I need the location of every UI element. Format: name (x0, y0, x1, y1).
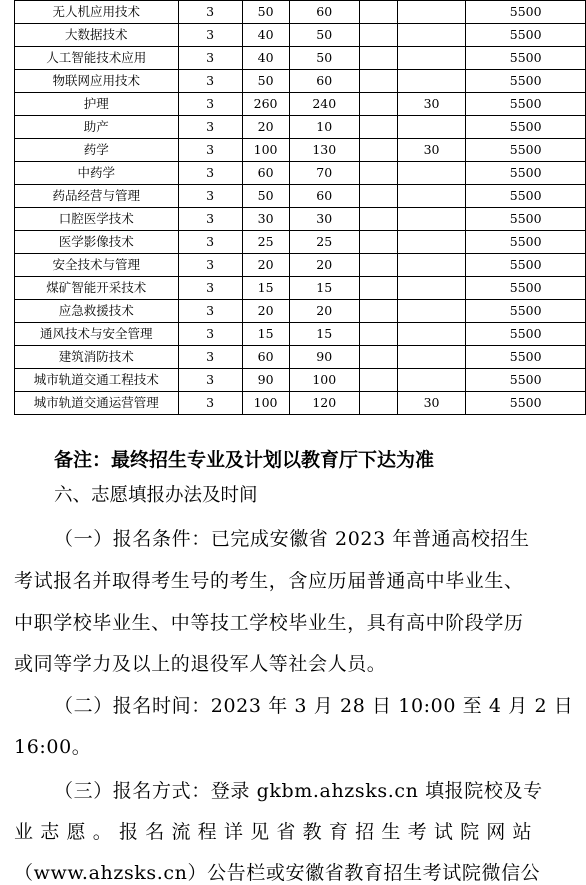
cell-c (359, 254, 397, 277)
cell-c (359, 208, 397, 231)
table-row (15, 254, 586, 277)
cell-a: 40 (242, 24, 289, 47)
cell-fee: 5500 (466, 300, 586, 323)
cell-d (397, 185, 466, 208)
cell-name: 中药学 (15, 162, 179, 185)
cell-a: 90 (242, 369, 289, 392)
cell-name: 城市轨道交通运营管理 (15, 392, 179, 415)
cell-a: 15 (242, 323, 289, 346)
cell-b: 50 (289, 47, 359, 70)
cell-b: 240 (289, 93, 359, 116)
paragraph-line: （三）报名方式：登录 gkbm.ahzsks.cn 填报院校及专 (54, 780, 543, 802)
cell-c (359, 70, 397, 93)
table-row (15, 139, 586, 162)
cell-a: 50 (242, 1, 289, 24)
table-row (15, 392, 586, 415)
table-note: 备注：最终招生专业及计划以教育厅下达为准 (54, 449, 435, 471)
cell-c (359, 47, 397, 70)
cell-name: 大数据技术 (15, 24, 179, 47)
cell-c (359, 300, 397, 323)
cell-name: 通风技术与安全管理 (15, 323, 179, 346)
cell-b: 60 (289, 185, 359, 208)
table-row (15, 300, 586, 323)
cell-name: 药品经营与管理 (15, 185, 179, 208)
cell-d (397, 47, 466, 70)
table-row (15, 323, 586, 346)
cell-fee: 5500 (466, 208, 586, 231)
cell-d (397, 254, 466, 277)
cell-years: 3 (178, 277, 242, 300)
cell-c (359, 139, 397, 162)
cell-c (359, 93, 397, 116)
cell-d (397, 116, 466, 139)
cell-name: 物联网应用技术 (15, 70, 179, 93)
table-row (15, 185, 586, 208)
cell-a: 20 (242, 300, 289, 323)
cell-name: 煤矿智能开采技术 (15, 277, 179, 300)
cell-b: 60 (289, 1, 359, 24)
cell-years: 3 (178, 162, 242, 185)
paragraph-line: 中职学校毕业生、中等技工学校毕业生，具有高中阶段学历 (14, 612, 524, 634)
cell-c (359, 116, 397, 139)
table-row (15, 24, 586, 47)
cell-name: 安全技术与管理 (15, 254, 179, 277)
cell-c (359, 277, 397, 300)
cell-d (397, 162, 466, 185)
cell-fee: 5500 (466, 392, 586, 415)
cell-fee: 5500 (466, 116, 586, 139)
cell-d (397, 208, 466, 231)
cell-a: 60 (242, 162, 289, 185)
cell-c (359, 369, 397, 392)
cell-name: 建筑消防技术 (15, 346, 179, 369)
cell-d (397, 70, 466, 93)
cell-fee: 5500 (466, 139, 586, 162)
cell-c (359, 346, 397, 369)
cell-a: 30 (242, 208, 289, 231)
cell-name: 应急救援技术 (15, 300, 179, 323)
cell-fee: 5500 (466, 1, 586, 24)
paragraph-line: （www.ahzsks.cn）公告栏或安徽省教育招生考试院微信公 (14, 862, 541, 884)
cell-name: 口腔医学技术 (15, 208, 179, 231)
table-row (15, 93, 586, 116)
cell-a: 100 (242, 392, 289, 415)
cell-a: 25 (242, 231, 289, 254)
enrollment-plan-table (14, 0, 586, 415)
cell-years: 3 (178, 47, 242, 70)
cell-fee: 5500 (466, 70, 586, 93)
cell-c (359, 231, 397, 254)
table-row (15, 369, 586, 392)
cell-c (359, 185, 397, 208)
cell-a: 20 (242, 116, 289, 139)
cell-c (359, 1, 397, 24)
cell-years: 3 (178, 116, 242, 139)
cell-d (397, 323, 466, 346)
cell-a: 50 (242, 185, 289, 208)
cell-years: 3 (178, 231, 242, 254)
cell-b: 120 (289, 392, 359, 415)
cell-years: 3 (178, 70, 242, 93)
table-row (15, 1, 586, 24)
cell-d: 30 (397, 139, 466, 162)
cell-c (359, 162, 397, 185)
paragraph-line: 或同等学力及以上的退役军人等社会人员。 (14, 653, 387, 675)
cell-name: 人工智能技术应用 (15, 47, 179, 70)
cell-a: 260 (242, 93, 289, 116)
table-row (15, 346, 586, 369)
paragraph-line: 考试报名并取得考生号的考生，含应历届普通高中毕业生、 (14, 570, 524, 592)
cell-d (397, 231, 466, 254)
cell-fee: 5500 (466, 346, 586, 369)
cell-fee: 5500 (466, 323, 586, 346)
cell-name: 药学 (15, 139, 179, 162)
cell-b: 10 (289, 116, 359, 139)
cell-c (359, 24, 397, 47)
cell-name: 城市轨道交通工程技术 (15, 369, 179, 392)
cell-d (397, 24, 466, 47)
cell-b: 15 (289, 323, 359, 346)
cell-fee: 5500 (466, 93, 586, 116)
cell-fee: 5500 (466, 162, 586, 185)
cell-a: 15 (242, 277, 289, 300)
cell-b: 50 (289, 24, 359, 47)
section-heading: 六、志愿填报办法及时间 (54, 485, 258, 506)
cell-fee: 5500 (466, 185, 586, 208)
paragraph-line: 16:00。 (14, 736, 92, 758)
cell-d (397, 277, 466, 300)
cell-years: 3 (178, 93, 242, 116)
cell-years: 3 (178, 300, 242, 323)
cell-fee: 5500 (466, 47, 586, 70)
cell-b: 30 (289, 208, 359, 231)
cell-b: 15 (289, 277, 359, 300)
table-row (15, 70, 586, 93)
table-row (15, 116, 586, 139)
cell-fee: 5500 (466, 369, 586, 392)
cell-years: 3 (178, 185, 242, 208)
cell-a: 100 (242, 139, 289, 162)
cell-c (359, 323, 397, 346)
cell-a: 50 (242, 70, 289, 93)
table-row (15, 208, 586, 231)
cell-fee: 5500 (466, 254, 586, 277)
cell-b: 25 (289, 231, 359, 254)
cell-fee: 5500 (466, 24, 586, 47)
cell-years: 3 (178, 139, 242, 162)
cell-a: 20 (242, 254, 289, 277)
cell-d (397, 1, 466, 24)
cell-name: 无人机应用技术 (15, 1, 179, 24)
table-row (15, 231, 586, 254)
paragraph-line: （一）报名条件：已完成安徽省 2023 年普通高校招生 (54, 528, 530, 550)
cell-years: 3 (178, 346, 242, 369)
cell-b: 130 (289, 139, 359, 162)
cell-years: 3 (178, 208, 242, 231)
cell-c (359, 392, 397, 415)
cell-d (397, 369, 466, 392)
cell-d (397, 346, 466, 369)
cell-name: 护理 (15, 93, 179, 116)
paragraph-line: （二）报名时间：2023 年 3 月 28 日 10:00 至 4 月 2 日 (54, 695, 574, 717)
cell-b: 70 (289, 162, 359, 185)
cell-fee: 5500 (466, 277, 586, 300)
cell-b: 90 (289, 346, 359, 369)
cell-d: 30 (397, 93, 466, 116)
cell-years: 3 (178, 369, 242, 392)
cell-b: 20 (289, 254, 359, 277)
cell-years: 3 (178, 323, 242, 346)
cell-name: 助产 (15, 116, 179, 139)
cell-fee: 5500 (466, 231, 586, 254)
table-row (15, 162, 586, 185)
cell-years: 3 (178, 392, 242, 415)
cell-years: 3 (178, 254, 242, 277)
cell-b: 60 (289, 70, 359, 93)
cell-years: 3 (178, 24, 242, 47)
paragraph-line: 业 志 愿 。 报 名 流 程 详 见 省 教 育 招 生 考 试 院 网 站 (14, 821, 533, 843)
cell-b: 100 (289, 369, 359, 392)
cell-a: 40 (242, 47, 289, 70)
table-row (15, 47, 586, 70)
cell-a: 60 (242, 346, 289, 369)
cell-years: 3 (178, 1, 242, 24)
cell-b: 20 (289, 300, 359, 323)
table-row (15, 277, 586, 300)
cell-name: 医学影像技术 (15, 231, 179, 254)
cell-d (397, 300, 466, 323)
cell-d: 30 (397, 392, 466, 415)
